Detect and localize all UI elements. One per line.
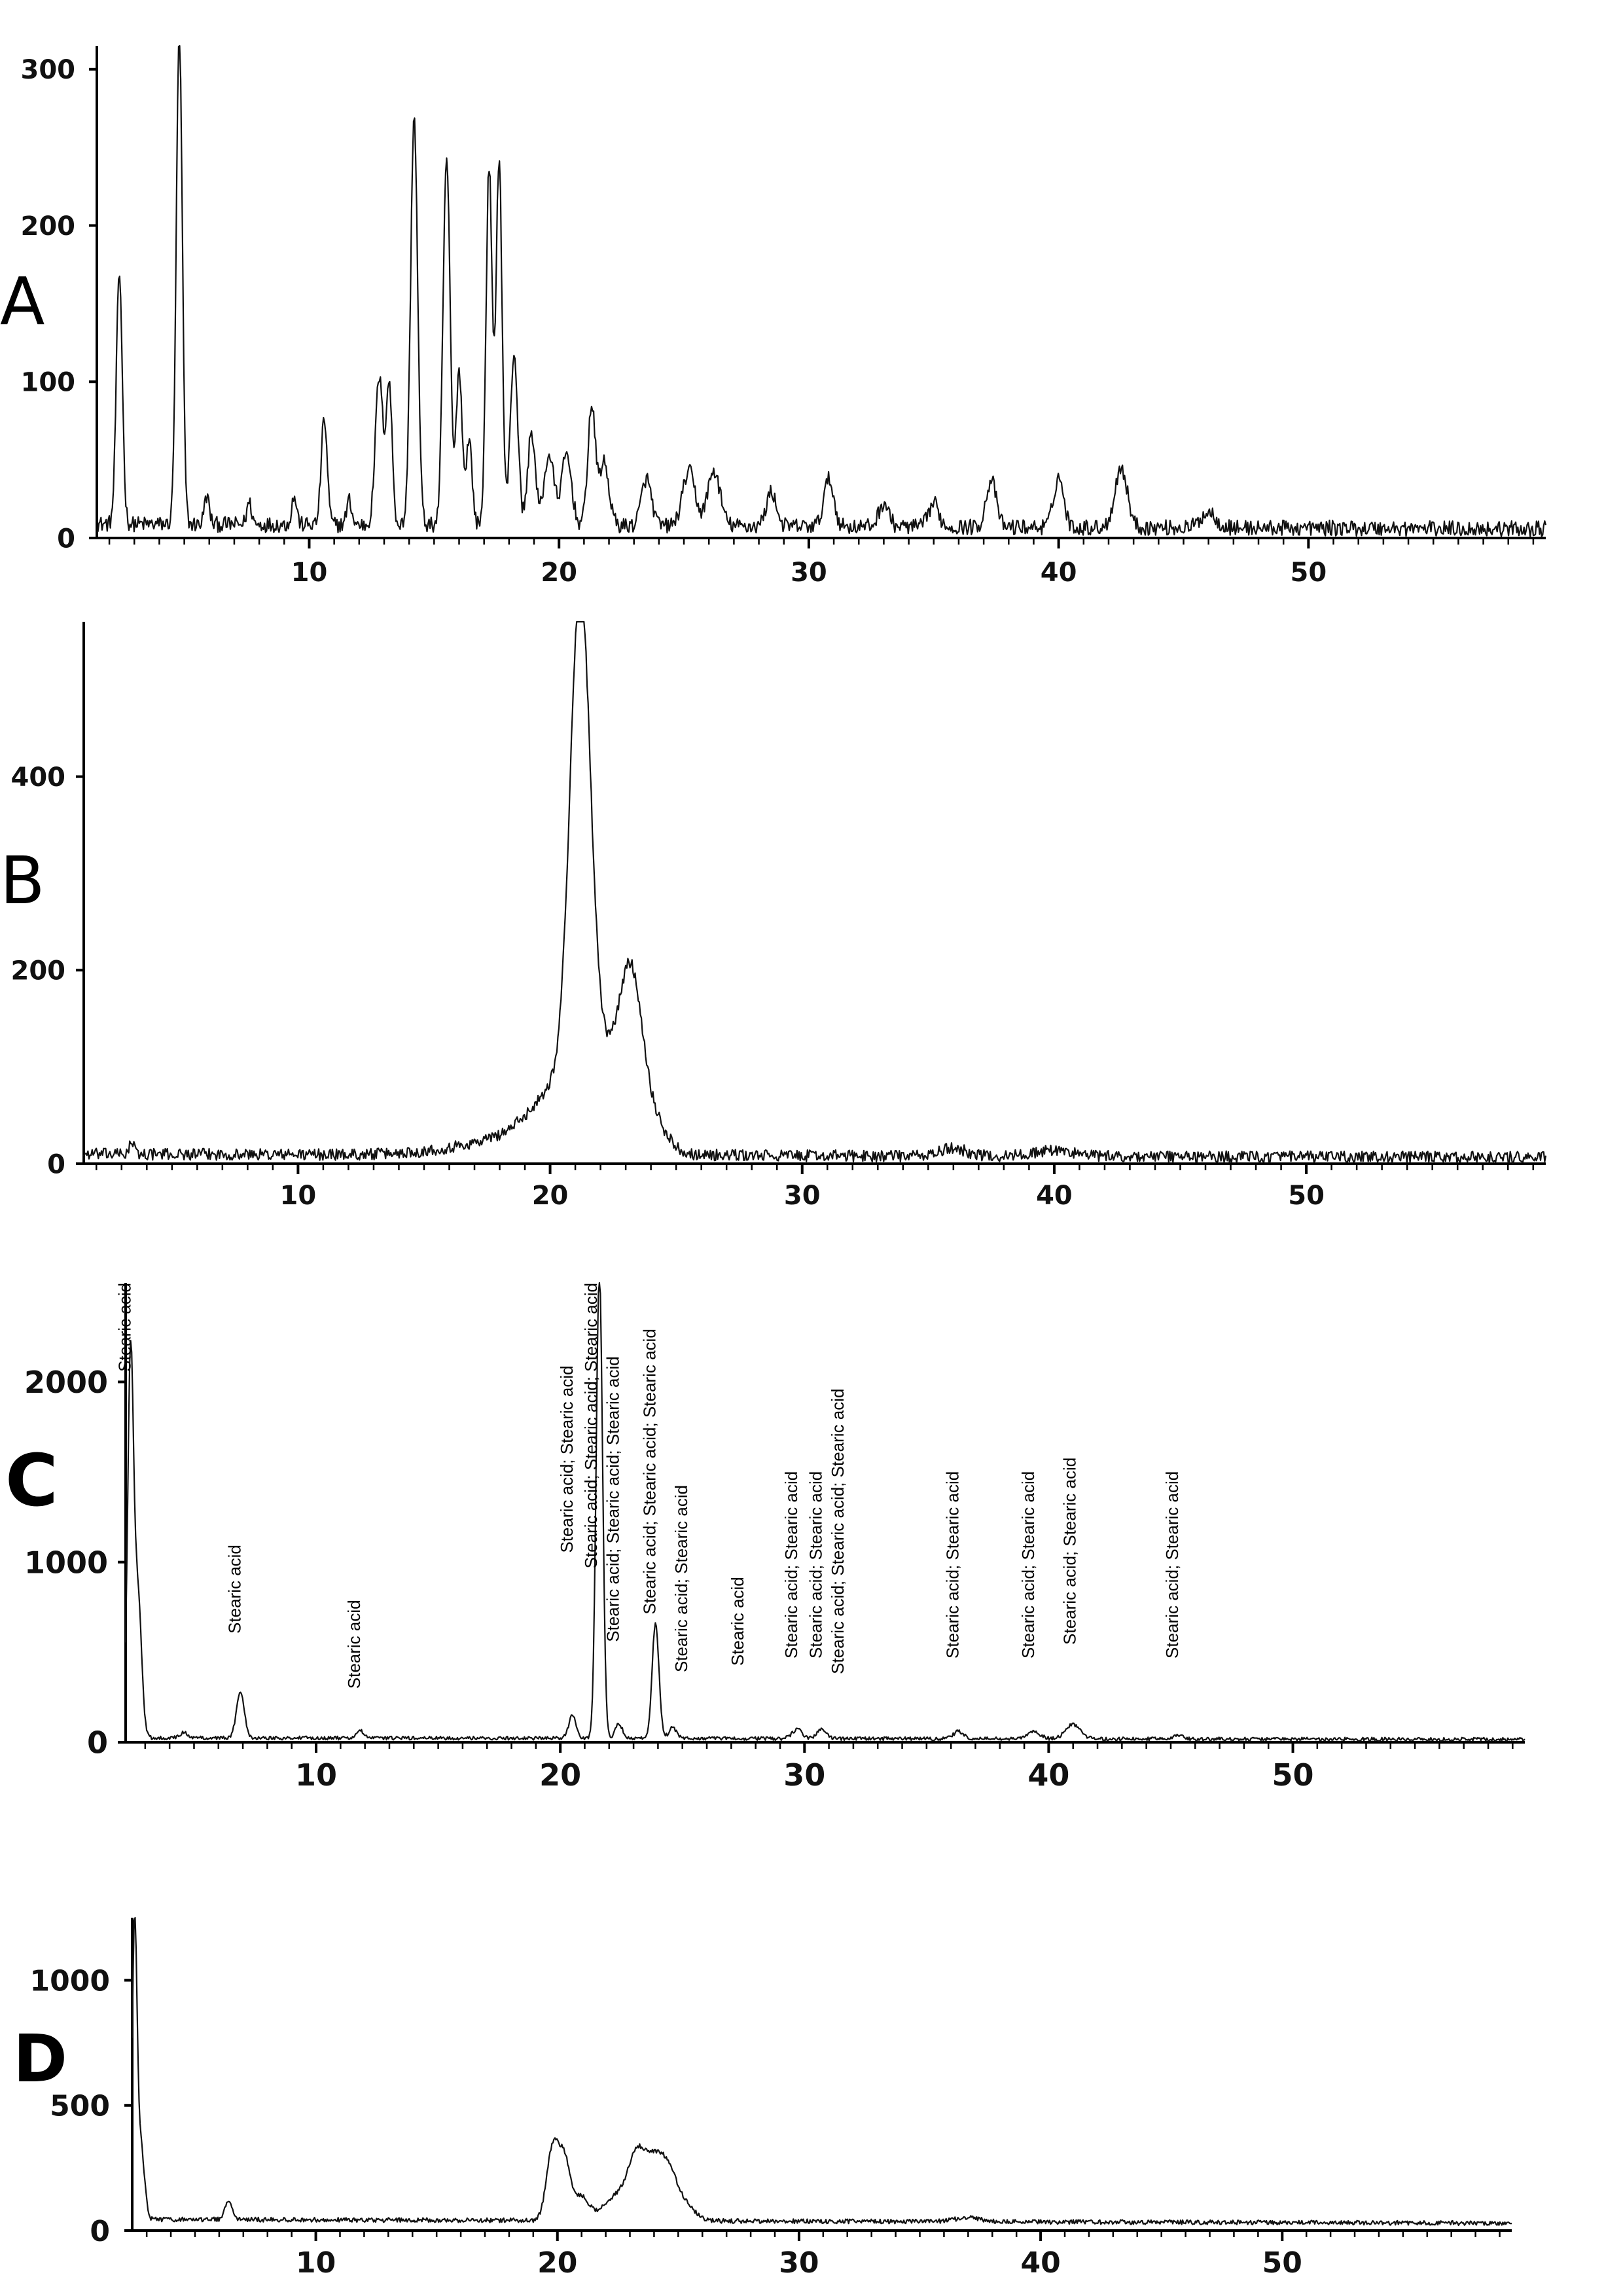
x-tick-label: 10	[291, 558, 328, 588]
peak-annotation: Stearic acid; Stearic acid	[671, 1484, 692, 1673]
y-tick-label: 400	[10, 762, 65, 793]
x-tick-label: 50	[1272, 1757, 1314, 1793]
y-tick-label: 1000	[24, 1545, 108, 1581]
peak-annotation: Stearic acid; Stearic acid; Stearic acid	[639, 1329, 660, 1615]
x-tick-label: 40	[1040, 558, 1077, 588]
peak-annotation: Stearic acid; Stearic acid	[781, 1471, 802, 1659]
x-tick-label: 10	[295, 1757, 338, 1793]
x-tick-label: 10	[279, 1181, 317, 1211]
peak-annotation: Stearic acid; Stearic acid; Stearic acid	[828, 1388, 847, 1674]
peak-annotation: Stearic acid; Stearic acid; Stearic acid	[603, 1356, 623, 1642]
x-tick-label: 40	[1020, 2246, 1061, 2280]
x-tick-label: 10	[295, 2246, 336, 2280]
x-tick-label: 40	[1027, 1757, 1070, 1793]
y-tick-label: 100	[20, 367, 75, 398]
x-tick-label: 30	[791, 558, 827, 588]
panel-letter: C	[5, 1439, 58, 1522]
x-tick-label: 30	[783, 1181, 821, 1211]
peak-annotation: Stearic acid; Stearic acid	[942, 1471, 963, 1659]
peak-annotation: Stearic acid; Stearic acid	[556, 1365, 577, 1553]
y-tick-label: 0	[90, 2214, 110, 2248]
peak-annotation: Stearic acid; Stearic acid	[806, 1471, 826, 1659]
y-tick-label: 0	[47, 1149, 65, 1180]
x-tick-label: 30	[779, 2246, 819, 2280]
x-tick-label: 40	[1036, 1181, 1073, 1211]
y-tick-label: 200	[10, 956, 65, 986]
peak-annotation: Stearic acid	[115, 1283, 135, 1372]
x-tick-label: 50	[1262, 2246, 1302, 2280]
x-tick-label: 20	[539, 1757, 582, 1793]
y-tick-label: 2000	[24, 1364, 108, 1400]
peak-annotation: Stearic acid; Stearic acid	[1060, 1457, 1080, 1645]
y-tick-label: 300	[20, 55, 75, 86]
panel-letter: B	[0, 842, 45, 919]
y-tick-label: 200	[20, 211, 75, 242]
y-tick-label: 1000	[29, 1964, 110, 1998]
peak-annotation: Stearic acid	[224, 1545, 245, 1634]
x-tick-label: 20	[531, 1181, 569, 1211]
y-tick-label: 0	[57, 524, 75, 554]
peak-annotation: Stearic acid; Stearic acid	[1162, 1471, 1183, 1659]
y-tick-label: 500	[50, 2089, 110, 2123]
x-tick-label: 50	[1288, 1181, 1325, 1211]
peak-annotation: Stearic acid	[344, 1600, 365, 1689]
x-tick-label: 50	[1290, 558, 1327, 588]
peak-annotation: Stearic acid	[728, 1577, 747, 1666]
x-tick-label: 20	[537, 2246, 578, 2280]
y-tick-label: 0	[86, 1725, 108, 1761]
peak-annotation: Stearic acid; Stearic acid	[1018, 1471, 1038, 1659]
panel-letter: D	[13, 2020, 68, 2097]
x-tick-label: 30	[783, 1757, 826, 1793]
peak-annotation: Stearic acid; Stearic acid; Stearic acid	[581, 1283, 601, 1569]
panel-letter: A	[0, 263, 45, 340]
x-tick-label: 20	[541, 558, 578, 588]
